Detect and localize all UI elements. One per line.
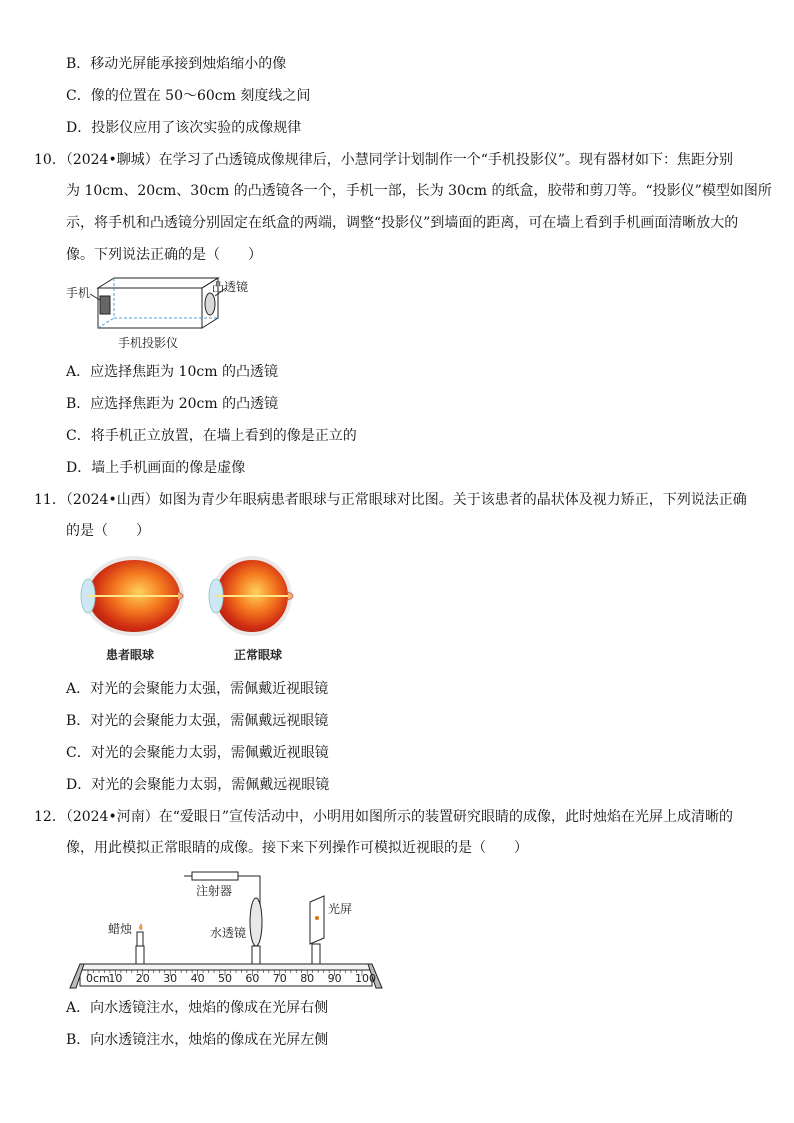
phone-label: 手机 [66, 286, 91, 300]
patient-eyeball-icon [81, 558, 183, 634]
screen-label: 光屏 [328, 902, 353, 916]
lens-icon [205, 293, 215, 315]
water-lens-label: 水透镜 [210, 926, 247, 940]
q10-stem-line4: 像。下列说法正确的是（ ） [66, 247, 262, 263]
phone-icon [100, 296, 110, 314]
water-lens-icon [250, 896, 262, 964]
normal-eyeball-icon [209, 558, 293, 634]
eyeball-drawings [66, 548, 306, 648]
ruler-tick-label: 90 [327, 972, 342, 985]
q11-option-d: D．对光的会聚能力太弱，需佩戴远视眼镜 [66, 777, 330, 793]
q10-stem-line1: 10．（2024•聊城）在学习了凸透镜成像规律后，小慧同学计划制作一个“手机投影仪”。现有器材如下：焦距分别 [34, 152, 734, 168]
q9-option-c: C．像的位置在 50～60cm 刻度线之间 [66, 88, 311, 104]
projector-caption: 手机投影仪 [118, 336, 179, 350]
ruler-tick-label: 20 [135, 972, 150, 985]
syringe-label: 注射器 [196, 884, 233, 898]
q12-stem-line1: 12．（2024•河南）在“爱眼日”宣传活动中，小明用如图所示的装置研究眼睛的成像，此时烛焰在光屏上成清晰的 [34, 809, 734, 825]
ruler-tick-label: 60 [245, 972, 260, 985]
ruler-tick-label: 100 [355, 972, 376, 985]
q11-stem-line1: 11．（2024•山西）如图为青少年眼病患者眼球与正常眼球对比图。关于该患者的晶状体及视力矫正，下列说法正确 [34, 492, 747, 508]
q10-option-a: A．应选择焦距为 10cm 的凸透镜 [66, 364, 278, 380]
ruler-tick-label: 80 [300, 972, 315, 985]
q12-option-b: B．向水透镜注水，烛焰的像成在光屏左侧 [66, 1032, 329, 1048]
candle-label: 蜡烛 [108, 922, 133, 936]
lens-label: 凸透镜 [212, 280, 249, 294]
ruler-tick-label: 70 [272, 972, 287, 985]
ruler-tick-label: 0cm [86, 972, 110, 985]
q10-stem-line3: 示，将手机和凸透镜分别固定在纸盒的两端，调整“投影仪”到墙面的距离，可在墙上看到手机画面清晰放大的 [66, 215, 739, 231]
projector-figure [66, 274, 266, 354]
ruler-tick-label: 40 [190, 972, 205, 985]
q10-option-d: D．墙上手机画面的像是虚像 [66, 460, 246, 476]
q10-stem-line2: 为 10cm、20cm、30cm 的凸透镜各一个，手机一部，长为 30cm 的纸盒，胶带和剪刀等。“投影仪”模型如图所 [66, 183, 772, 199]
normal-eyeball-label: 正常眼球 [234, 648, 283, 662]
q12-stem-line2: 像，用此模拟正常眼睛的成像。接下来下列操作可模拟近视眼的是（ ） [66, 840, 528, 856]
q11-option-b: B．对光的会聚能力太强，需佩戴远视眼镜 [66, 713, 329, 729]
eyeball-figure [66, 548, 306, 668]
optical-bench-figure [66, 866, 396, 992]
q12-option-a: A．向水透镜注水，烛焰的像成在光屏右侧 [66, 1000, 329, 1016]
patient-eyeball-label: 患者眼球 [106, 648, 155, 662]
q11-option-a: A．对光的会聚能力太强，需佩戴近视眼镜 [66, 681, 329, 697]
light-screen-icon [310, 896, 324, 964]
ruler-tick-label: 10 [108, 972, 123, 985]
ruler-tick-label: 50 [218, 972, 232, 985]
q9-option-b: B．移动光屏能承接到烛焰缩小的像 [66, 56, 287, 72]
q11-stem-line2: 的是（ ） [66, 523, 150, 539]
q10-option-b: B．应选择焦距为 20cm 的凸透镜 [66, 396, 279, 412]
candle-icon [136, 924, 144, 964]
q10-option-c: C．将手机正立放置，在墙上看到的像是正立的 [66, 428, 357, 444]
q9-option-d: D．投影仪应用了该次实验的成像规律 [66, 120, 302, 136]
ruler-tick-label: 30 [163, 972, 178, 985]
q11-option-c: C．对光的会聚能力太弱，需佩戴近视眼镜 [66, 745, 329, 761]
